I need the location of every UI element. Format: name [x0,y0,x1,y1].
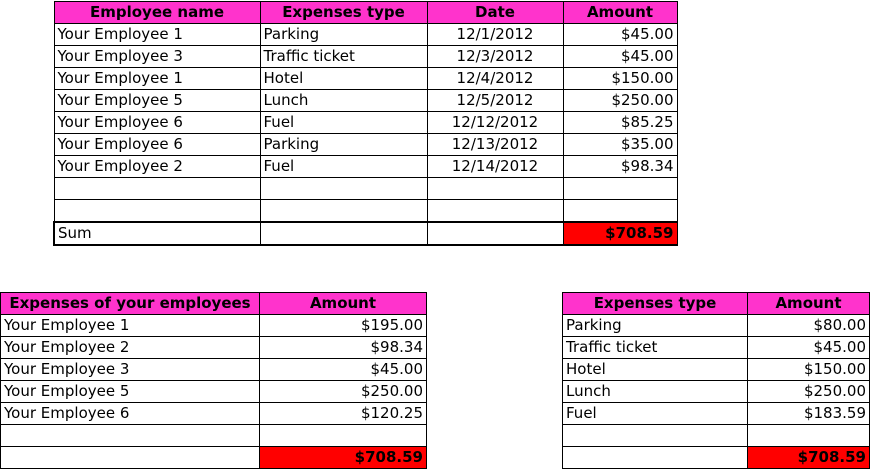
empty-cell[interactable] [1,425,260,447]
cell-amount[interactable]: $35.00 [563,134,677,156]
sum-total[interactable]: $708.59 [748,447,870,469]
cell-employee[interactable]: Your Employee 1 [54,24,260,46]
cell-amount[interactable]: $45.00 [563,46,677,68]
table-row [563,359,870,381]
cell-amount[interactable]: $183.59 [748,403,870,425]
header-amount[interactable]: Amount [260,293,427,315]
empty-cell[interactable] [563,178,677,200]
header-expenses-of-employees[interactable]: Expenses of your employees [1,293,260,315]
cell-type[interactable]: Lunch [563,381,748,403]
empty-cell[interactable] [260,222,427,245]
cell-type[interactable]: Fuel [563,403,748,425]
header-expenses-type[interactable]: Expenses type [563,293,748,315]
cell-amount[interactable]: $80.00 [748,315,870,337]
cell-employee[interactable]: Your Employee 1 [1,315,260,337]
empty-cell[interactable] [427,222,563,245]
table-row [54,134,677,156]
employee-summary-table [0,292,427,469]
cell-type[interactable]: Hotel [260,68,427,90]
cell-date[interactable]: 12/1/2012 [427,24,563,46]
cell-employee[interactable]: Your Employee 5 [54,90,260,112]
empty-cell[interactable] [563,447,748,469]
table-row [54,156,677,178]
cell-amount[interactable]: $120.25 [260,403,427,425]
table-row [54,24,677,46]
empty-cell[interactable] [260,200,427,223]
sum-row [1,447,427,469]
cell-date[interactable]: 12/3/2012 [427,46,563,68]
header-amount[interactable]: Amount [748,293,870,315]
table-row [563,315,870,337]
empty-cell[interactable] [1,447,260,469]
cell-amount[interactable]: $98.34 [260,337,427,359]
header-row [1,293,427,315]
empty-cell[interactable] [427,200,563,223]
empty-cell[interactable] [260,178,427,200]
cell-type[interactable]: Traffic ticket [563,337,748,359]
sum-row [563,447,870,469]
cell-employee[interactable]: Your Employee 6 [54,112,260,134]
cell-date[interactable]: 12/12/2012 [427,112,563,134]
type-summary-table [562,292,870,469]
header-amount[interactable]: Amount [563,2,677,24]
header-date[interactable]: Date [427,2,563,24]
sum-row [54,222,677,245]
table-row [1,337,427,359]
header-row [563,293,870,315]
cell-amount[interactable]: $195.00 [260,315,427,337]
cell-type[interactable]: Hotel [563,359,748,381]
cell-amount[interactable]: $45.00 [563,24,677,46]
cell-amount[interactable]: $45.00 [260,359,427,381]
cell-employee[interactable]: Your Employee 6 [1,403,260,425]
table-row [563,381,870,403]
cell-employee[interactable]: Your Employee 3 [54,46,260,68]
table-row [54,68,677,90]
table-row [54,112,677,134]
header-row [54,2,677,24]
expenses-table [53,1,678,246]
empty-cell[interactable] [260,425,427,447]
cell-employee[interactable]: Your Employee 6 [54,134,260,156]
cell-type[interactable]: Fuel [260,112,427,134]
empty-cell[interactable] [54,178,260,200]
sum-label[interactable]: Sum [54,222,260,245]
empty-row [54,200,677,223]
cell-employee[interactable]: Your Employee 1 [54,68,260,90]
table-row [1,381,427,403]
cell-type[interactable]: Parking [260,24,427,46]
cell-amount[interactable]: $45.00 [748,337,870,359]
empty-cell[interactable] [427,178,563,200]
cell-amount[interactable]: $250.00 [260,381,427,403]
cell-type[interactable]: Fuel [260,156,427,178]
cell-type[interactable]: Parking [260,134,427,156]
cell-employee[interactable]: Your Employee 2 [1,337,260,359]
empty-cell[interactable] [563,200,677,223]
cell-employee[interactable]: Your Employee 2 [54,156,260,178]
cell-employee[interactable]: Your Employee 5 [1,381,260,403]
empty-row [1,425,427,447]
cell-employee[interactable]: Your Employee 3 [1,359,260,381]
cell-type[interactable]: Traffic ticket [260,46,427,68]
cell-amount[interactable]: $98.34 [563,156,677,178]
cell-type[interactable]: Parking [563,315,748,337]
cell-type[interactable]: Lunch [260,90,427,112]
cell-amount[interactable]: $250.00 [748,381,870,403]
cell-amount[interactable]: $150.00 [748,359,870,381]
table-row [54,90,677,112]
table-row [563,337,870,359]
table-row [1,359,427,381]
empty-cell[interactable] [54,200,260,223]
empty-row [54,178,677,200]
empty-cell[interactable] [748,425,870,447]
header-expenses-type[interactable]: Expenses type [260,2,427,24]
table-row [54,46,677,68]
empty-cell[interactable] [563,425,748,447]
table-row [563,403,870,425]
empty-row [563,425,870,447]
cell-amount[interactable]: $85.25 [563,112,677,134]
cell-date[interactable]: 12/4/2012 [427,68,563,90]
header-employee-name[interactable]: Employee name [54,2,260,24]
sum-total[interactable]: $708.59 [563,222,677,245]
cell-amount[interactable]: $250.00 [563,90,677,112]
table-row [1,315,427,337]
sum-total[interactable]: $708.59 [260,447,427,469]
cell-amount[interactable]: $150.00 [563,68,677,90]
cell-date[interactable]: 12/13/2012 [427,134,563,156]
table-row [1,403,427,425]
cell-date[interactable]: 12/5/2012 [427,90,563,112]
cell-date[interactable]: 12/14/2012 [427,156,563,178]
